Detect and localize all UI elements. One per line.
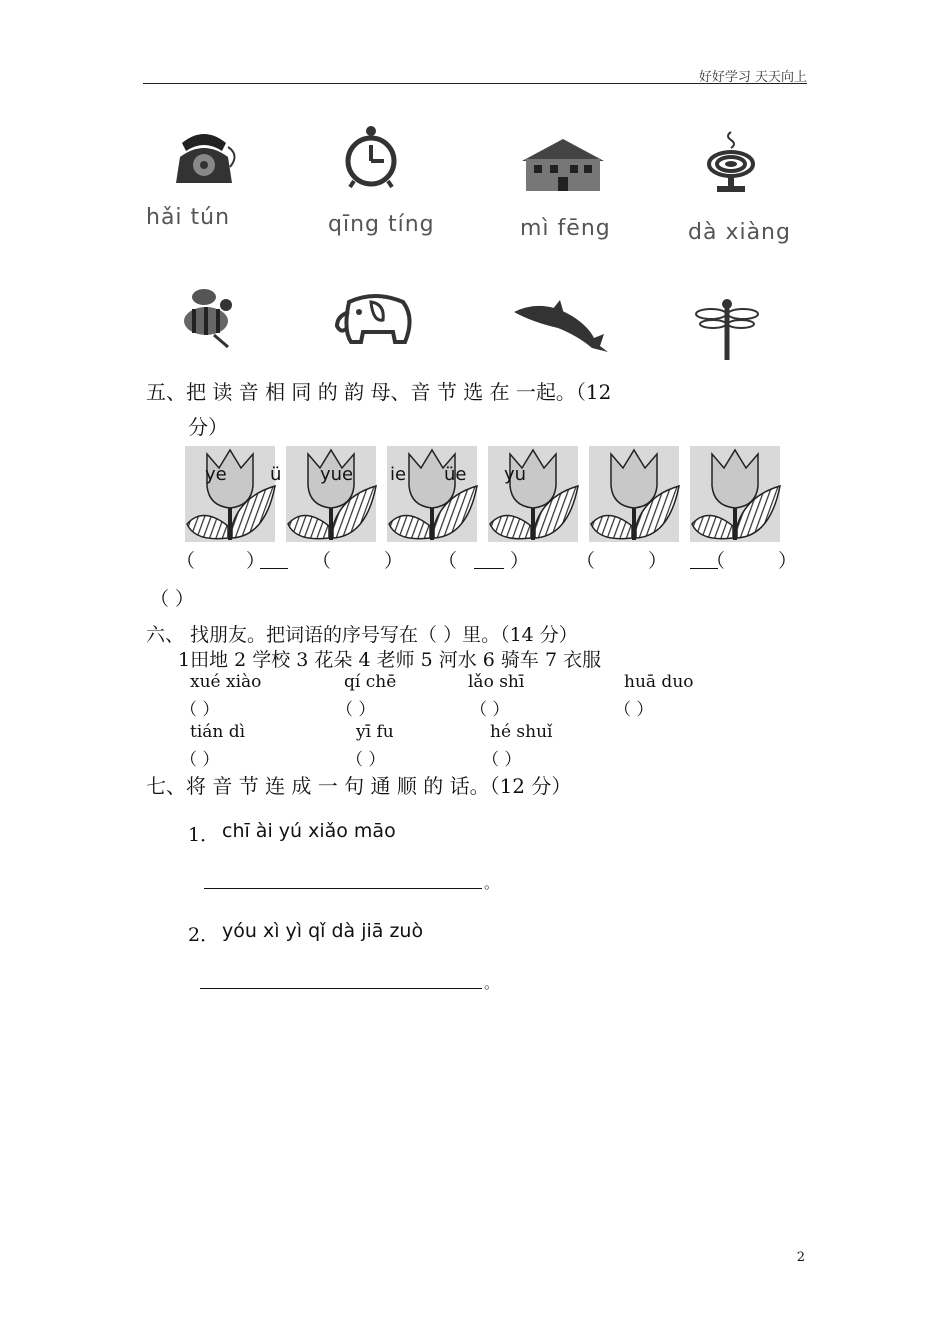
tulip-4 <box>488 446 578 542</box>
tulip-2 <box>286 446 376 542</box>
answer-paren-close-5: ） <box>778 550 798 572</box>
section7-title: 七、将 音 节 连 成 一 句 通 顺 的 话。（12 分） <box>146 774 572 798</box>
answer-paren-close-4: ） <box>648 550 668 572</box>
paren-answer-6[interactable]: （ ） <box>346 750 386 770</box>
tulip-label-ue: üe <box>444 464 467 485</box>
item2-answer-line[interactable] <box>200 988 482 989</box>
pinyin-laoshi: lǎo shī <box>468 672 525 692</box>
mosquito-coil-icon <box>705 128 757 198</box>
telephone-icon <box>168 125 240 187</box>
tulip-label-ye: ye <box>205 464 227 485</box>
item1-answer-line[interactable] <box>204 888 482 889</box>
pinyin-heshui: hé shuǐ <box>490 722 553 742</box>
house-icon <box>520 135 606 193</box>
tulip-5 <box>589 446 679 542</box>
pinyin-xuexiao: xué xiào <box>190 672 262 692</box>
paren-answer-5[interactable]: （ ） <box>180 750 220 770</box>
section5-title: 五、把 读 音 相 同 的 韵 母、音 节 选 在 一起。（12 <box>146 380 612 404</box>
dolphin-icon <box>512 296 608 354</box>
item2-period: 。 <box>484 974 500 992</box>
item2-number: 2． <box>188 924 220 946</box>
page-number: 2 <box>796 1250 805 1265</box>
alarm-clock-icon <box>340 125 402 189</box>
item1-period: 。 <box>484 874 500 892</box>
answer-blank-2[interactable] <box>474 568 504 569</box>
answer-paren-close-2: ） <box>384 550 404 572</box>
answer-paren-open-2: （ <box>312 550 332 572</box>
tulip-row <box>185 446 785 542</box>
paren-answer-2[interactable]: （ ） <box>336 700 376 720</box>
answer-paren-open-5: （ <box>706 550 726 572</box>
section6-title: 六、 找朋友。把词语的序号写在（ ）里。（14 分） <box>146 624 578 646</box>
item1-number: 1． <box>188 824 220 846</box>
paren-answer-3[interactable]: （ ） <box>470 700 510 720</box>
elephant-icon <box>333 290 419 348</box>
pinyin-tiandi: tián dì <box>190 722 246 742</box>
pinyin-label-3: mì fēng <box>520 216 611 241</box>
tulip-label-yue: yue <box>320 464 354 485</box>
answer-paren-close-1: ） <box>246 550 266 572</box>
answer-paren-open-3: （ <box>438 550 458 572</box>
pinyin-yifu: yī fu <box>356 722 394 742</box>
pinyin-qiche: qí chē <box>344 672 397 692</box>
answer-paren-6[interactable]: （ ） <box>150 588 195 610</box>
tulip-1 <box>185 446 275 542</box>
section5-title-cont: 分） <box>188 415 228 439</box>
tulip-label-ie: ie <box>390 464 407 485</box>
pinyin-label-4: dà xiàng <box>688 220 791 245</box>
answer-paren-close-3: ） <box>510 550 530 572</box>
pinyin-label-1: hǎi tún <box>146 205 231 230</box>
header-rule <box>143 83 807 84</box>
answer-paren-open-4: （ <box>576 550 596 572</box>
paren-answer-1[interactable]: （ ） <box>180 700 220 720</box>
dragonfly-icon <box>695 296 759 362</box>
paren-answer-7[interactable]: （ ） <box>482 750 522 770</box>
paren-answer-4[interactable]: （ ） <box>614 700 654 720</box>
tulip-label-yu: yu <box>504 464 527 485</box>
section6-words: 1田地 2 学校 3 花朵 4 老师 5 河水 6 骑车 7 衣服 <box>178 649 602 671</box>
answer-blank-1[interactable] <box>260 568 288 569</box>
answer-paren-open-1: （ <box>176 550 196 572</box>
bee-icon <box>176 285 238 349</box>
tulip-6 <box>690 446 780 542</box>
pinyin-huaduo: huā duo <box>624 672 694 692</box>
tulip-label-u: ü <box>270 464 282 485</box>
item2-pinyin: yóu xì yì qǐ dà jiā zuò <box>222 920 424 942</box>
item1-pinyin: chī ài yú xiǎo māo <box>222 820 396 842</box>
pinyin-label-2: qīng tíng <box>328 212 435 237</box>
tulip-3 <box>387 446 477 542</box>
header-motto: 好好学习 天天向上 <box>698 70 807 85</box>
